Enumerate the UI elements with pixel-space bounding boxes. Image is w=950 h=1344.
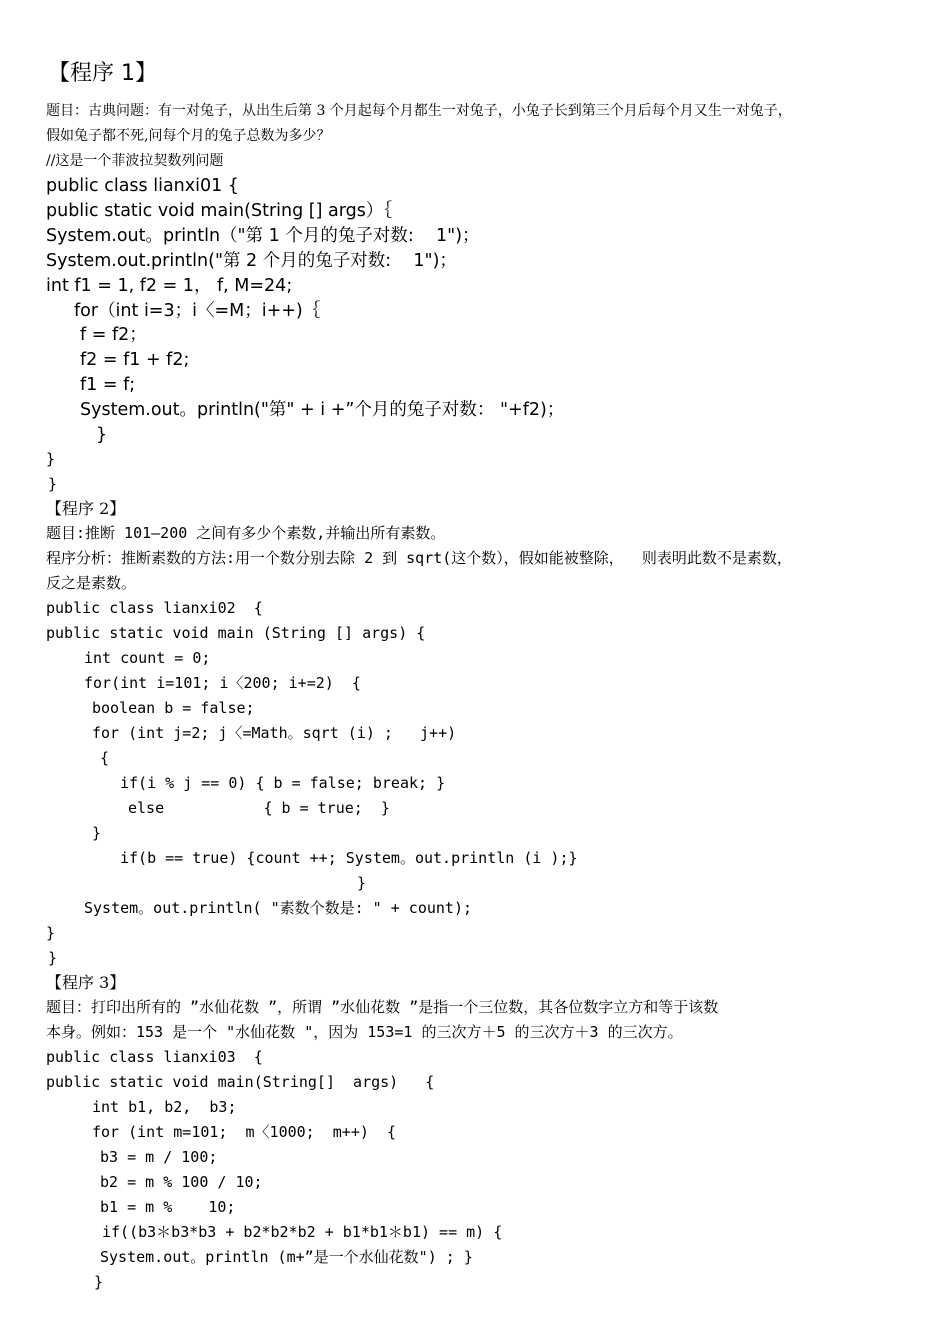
code-line: } [46,924,56,942]
code-line: } [96,425,108,445]
code-line: boolean b = false; [92,699,255,717]
code-line: for (int j=2; j〈=Math。sqrt (i) ; j++) [92,724,457,742]
program2-heading: 【程序 2】 [46,499,126,518]
code-line: } [46,450,56,468]
code-line: System。out.println( "素数个数是: " + count); [84,899,473,917]
code-line: } [92,824,102,842]
code-line: System.out。println（"第 1 个月的兔子对数: 1")； [46,226,480,246]
code-line: int count = 0; [84,649,211,667]
program2-problem: 题目:推断 101—200 之间有多少个素数,并输出所有素数。 [46,524,446,542]
code-line: b2 = m % 100 / 10; [100,1173,263,1191]
code-line: int b1, b2, b3; [92,1098,237,1116]
program3-problem-cont: 本身。例如：153 是一个 "水仙花数 "，因为 153=1 的三次方＋5 的三次方＋3 的三次方。 [46,1023,683,1041]
code-line: System.out.println("第 2 个月的兔子对数: 1")； [46,251,457,271]
code-line: else { b = true; } [128,799,390,817]
program1-problem: 题目：古典问题：有一对兔子，从出生后第 3 个月起每个月都生一对兔子，小兔子长到第三个月后每个月又生一对兔子， [46,103,792,119]
code-line: for (int m=101; m〈1000; m++) { [92,1123,396,1141]
program2-analysis-cont: 反之是素数。 [46,574,137,592]
code-line: public static void main(String[] args) { [46,1073,435,1091]
code-line: } [357,874,367,892]
program3-heading: 【程序 3】 [46,973,126,992]
code-line: System.out。println("第" + i +”个月的兔子对数： "+f2)； [80,400,565,420]
code-line: } [94,1273,104,1291]
code-line: for(int i=101; i〈200; i+=2) { [84,674,361,692]
code-line: b1 = m % 10; [100,1198,236,1216]
code-line: f2 = f1 + f2; [80,350,190,370]
code-line: public static void main (String [] args) { [46,624,426,642]
code-line: if((b3＊b3*b3 + b2*b2*b2 + b1*b1＊b1) == m) { [102,1223,503,1241]
code-line: public static void main(String [] args）｛ [46,201,393,221]
code-line: } [48,475,58,493]
code-line: if(b == true) {count ++; System。out.println (i );} [120,849,578,867]
code-line: b3 = m / 100; [100,1148,218,1166]
code-line: public class lianxi03 { [46,1048,263,1066]
code-line: for（int i=3；i〈=M；i++)｛ [74,301,321,321]
program1-problem-cont: 假如兔子都不死,问每个月的兔子总数为多少？ [46,128,331,144]
code-line: public class lianxi01 { [46,176,239,196]
program1-comment: //这是一个菲波拉契数列问题 [46,153,224,169]
program2-analysis: 程序分析：推断素数的方法:用一个数分别去除 2 到 sqrt(这个数），假如能被整除， 则表明此数不是素数， [46,549,792,567]
code-line: int f1 = 1, f2 = 1， f, M=24; [46,276,293,296]
code-line: { [100,749,110,767]
code-line: } [48,949,58,967]
code-line: f = f2； [80,325,147,345]
code-line: public class lianxi02 { [46,599,263,617]
program3-problem: 题目：打印出所有的 ”水仙花数 ”，所谓 ”水仙花数 ”是指一个三位数，其各位数字立方和等于该数 [46,998,719,1016]
code-line: System.out。println (m+”是一个水仙花数") ; } [100,1248,473,1266]
program1-heading: 【程序 1】 [48,61,157,86]
code-line: f1 = f; [80,375,136,395]
code-line: if(i % j == 0) { b = false; break; } [120,774,446,792]
